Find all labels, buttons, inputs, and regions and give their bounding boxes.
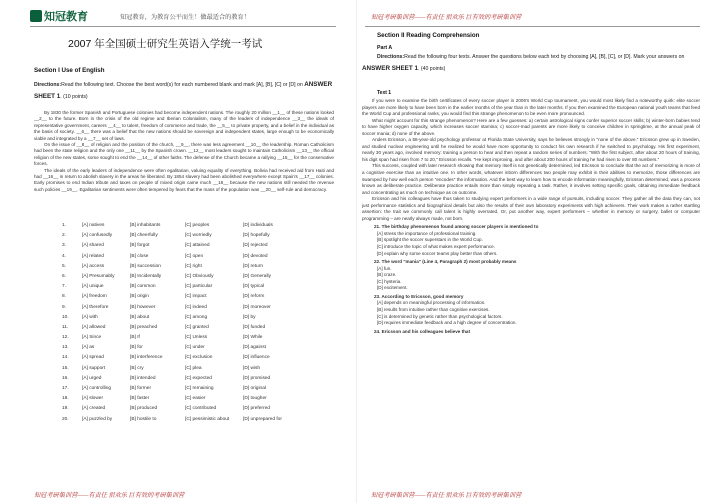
option-choice: [C] indeed [185,304,207,310]
answer-option: [C] introduce the topic of what makes expert performance. [377,244,495,250]
option-choice: [B] intended [130,375,156,381]
right-page [356,0,711,503]
answer-option: [A] stress the importance of professional training. [377,230,477,236]
option-choice: [D] wish [243,365,261,371]
option-choice: [A] therefore [82,304,109,310]
question-number: 13. [62,345,69,351]
option-row [62,243,303,253]
option-row [62,254,303,264]
question-number: 2. [62,233,67,239]
option-choice: [B] preached [130,324,158,330]
option-row [62,345,303,355]
option-choice: [B] cry [130,365,144,371]
right-header: 知冠考研集训营——有责任 很欢乐 巨有效的考研集训营 [371,14,522,21]
section1-directions [34,79,334,103]
option-choice: [C] pessimistic about [185,416,230,422]
option-choice: [C] right [185,263,202,269]
option-choice: [B] succession [130,263,161,269]
question-number: 6. [62,273,67,279]
answer-option: [C] hysteria. [377,278,402,284]
option-choice: [A] natives [82,223,105,228]
question-number: 10. [62,314,69,320]
passage-paragraph: What might account for this strange phenomenon? Here are a few guesses: a) certain astrological signs confer superior soccer skills; b) winter-born babies tend to have higher oxygen capacity, which increases soccer stamina; c) soccer-mad parents are more likely to conceive children in springtime, at the annual peak of soccer mania; d) none of the above. [362,117,700,136]
passage-paragraph: If you were to examine the birth certificates of every soccer player in 2006's World Cup tournament, you would most likely find a noteworthy quirk: elite soccer players are more likely to have been born in the earlier months of the year than in the later months. If you then examined the European national youth teams that feed the World Cup and professional ranks, you would find this strange phenomenon to be even more pronounced. [362,98,700,117]
option-choice: [B] interference [130,355,163,361]
question-number: 16. [62,375,69,381]
cloze-passage [34,110,334,193]
option-choice: [C] Unless [185,335,208,341]
option-choice: [A] support [82,365,106,371]
option-choice: [C] expected [185,375,212,381]
option-choice: [A] created [82,406,106,412]
option-choice: [D] promised [243,375,271,381]
option-choice: [C] plea [185,365,202,371]
option-choice: [D] funded [243,324,266,330]
right-footer: 知冠考研集训营——有责任 很欢乐 巨有效的考研集训营 [371,492,522,499]
option-choice: [D] moreover [243,304,271,310]
option-choice: [C] under [185,345,205,351]
question-stem: 21. The birthday phenomenon found among soccer players is mentioned to [374,224,539,230]
option-choice: [D] original [243,386,266,391]
option-choice: [A] controlling [82,386,112,391]
cloze-options-table [62,223,303,427]
option-choice: [D] While [243,335,263,341]
right-header-divider [365,26,700,27]
option-row [62,406,303,416]
option-row [62,305,303,315]
answer-option: [D] explain why some soccer teams play better than others. [377,250,498,256]
option-choice: [B] about [130,314,150,320]
option-choice: [C] remaining [185,386,214,391]
option-choice: [A] spread [82,355,104,361]
option-choice: [D] typical [243,284,265,290]
question-stem: 24. Ericsson and his colleagues believe that [374,328,470,334]
option-choice: [C] particular [185,284,213,290]
option-choice: [C] worriedly [185,233,212,239]
option-row [62,264,303,274]
answer-option: [C] is determined by genetic rather than psychological factors. [377,313,503,319]
option-choice: [A] confusedly [82,233,113,239]
option-choice: [C] Obviously [185,273,214,279]
question-list [362,224,700,335]
question-number: 7. [62,284,67,290]
option-row [62,274,303,284]
option-row [62,366,303,376]
option-choice: [B] If [130,335,140,341]
option-choice: [D] individuals [243,223,273,228]
option-choice: [D] preferred [243,406,270,412]
option-choice: [C] attained [185,243,210,249]
option-choice: [B] inhabitants [130,223,161,228]
answer-option: [D] requires immediate feedback and a high degree of concentration. [377,320,517,326]
option-choice: [B] origin [130,294,149,300]
option-choice: [D] return [243,263,263,269]
passage-paragraph: This success, coupled with later research showing that memory itself is not genetically determined, led Ericsson to conclude that the act of memorizing is more of a cognitive exercise than an intuitive one. In other words, whatever inborn differences two people may exhibit in their abilities to memorize, those differences are swamped by how well each person "encodes" the information. And the best way to learn how to encode information meaningfully, Ericsson determined, was a process known as deliberate practice. Deliberate practice entails more than simply repeating a task. Rather, it involves setting specific goals, obtaining immediate feedback and concentrating as much on technique as on outcome. [362,163,700,195]
answer-option: [B] results from intuitive rather than cognitive exercises. [377,306,490,312]
option-row [62,284,303,294]
question-number: 20. [62,416,69,422]
section2-heading: Section II Reading Comprehension [377,32,480,39]
directions-label: Directions: [377,54,405,60]
question-number: 5. [62,263,67,269]
option-choice: [C] granted [185,324,209,330]
question-number: 4. [62,253,67,259]
option-row [62,294,303,304]
option-choice: [C] among [185,314,208,320]
option-row [62,335,303,345]
option-choice: [A] related [82,253,104,259]
answer-option: [A] fun. [377,265,392,271]
section2-directions [362,51,700,75]
passage-paragraph: Anders Ericsson, a 58-year-old psychology professor at Florida State University, says he believes strongly in "none of the above." Ericsson grew up in Sweden, and studied nuclear engineering until he realized he would have more opportunity to conduct his own research if he switched to psychology. His first experiment, nearly 30 years ago, involved memory: training a person to hear and then repeat a random series of numbers. "With the first subject, after about 20 hours of training, his digit span had risen from 7 to 20," Ericsson recalls. "He kept improving, and after about 200 hours of training he had risen to over 80 numbers." [362,137,700,162]
part-label: Part A [377,45,393,51]
option-choice: [A] allowed [82,324,106,330]
option-row [62,233,303,243]
option-choice: [A] unique [82,284,104,290]
option-choice: [D] hopefully [243,233,270,239]
question-number: 18. [62,396,69,402]
option-choice: [B] produced [130,406,158,412]
option-choice: [C] open [185,253,204,259]
question-number: 15. [62,365,69,371]
option-choice: [A] as [82,345,95,351]
option-row [62,386,303,396]
logo-icon [30,10,42,22]
header-slogan: 知冠教育，为教育公平而生！做最适合的教育！ [120,14,250,21]
question-number: 8. [62,294,67,300]
brand-name: 知冠教育 [44,11,88,23]
reading-passage [362,98,700,335]
directions-text: Read the following text. Choose the best word(s) for each numbered blank and mark [A], [B], [C] or [D] on [61,82,305,88]
option-choice: [B] faster [130,396,150,402]
option-choice: [D] reform [243,294,265,300]
option-choice: [A] access [82,263,105,269]
left-footer: 知冠考研集训营——有责任 很欢乐 巨有效的考研集训营 [34,492,185,499]
question-number: 12. [62,335,69,341]
option-row [62,325,303,335]
option-row [62,376,303,386]
option-choice: [C] easier [185,396,206,402]
option-choice: [B] cheerfully [130,233,158,239]
directions-points: . (40 points) [417,66,446,72]
option-choice: [D] devoted [243,253,268,259]
option-choice: [D] influence [243,355,270,361]
directions-text: Read the following four texts. Answer the questions below each text by choosing [A], [B], [C], or [D]. Mark your answers on [404,54,685,60]
option-choice: [B] Incidentally [130,273,162,279]
option-choice: [D] rejected [243,243,268,249]
option-choice: [A] Presumably [82,273,115,279]
answer-option: [B] spotlight the soccer superstars in the World Cup. [377,237,483,243]
question-number: 14. [62,355,69,361]
passage-paragraph: By 1830 the former Spanish and Portuguese colonies had become independent nations. The roughly 20 million __1__ of these nations looked __2__ to the future. Born in the crisis of the old regime and Iberian Colonialism, many of the leaders of independence __3__ the ideals of representative government, careers __4__ to talent, freedom of commerce and trade, the __5__ to private property, and a belief in the individual as the basis of society. __6__ there was a belief that the new nations should be sovereign and independent states, large enough to be economically viable and integrated by a __7__ set of laws. [34,110,334,141]
option-row [62,315,303,325]
option-choice: [B] hostile to [130,416,157,422]
option-choice: [C] peoples [185,223,210,228]
question-number: 11. [62,324,69,330]
option-choice: [A] freedom [82,294,107,300]
option-row [62,223,303,233]
header-divider [30,26,336,27]
answer-option: [D] excitement. [377,285,408,291]
option-row [62,396,303,406]
answer-sheet-label: ANSWER SHEET 1 [362,65,418,72]
answer-option: [B] craze. [377,272,397,278]
option-choice: [A] slower [82,396,104,402]
option-choice: [B] however [130,304,156,310]
question-number: 1. [62,223,67,228]
option-choice: [B] for [130,345,143,351]
option-choice: [B] forgot [130,243,150,249]
answer-option: [A] depends on meaningful processing of information. [377,300,486,306]
question-number: 3. [62,243,67,249]
option-row [62,417,303,427]
option-choice: [A] urged [82,375,102,381]
option-choice: [D] by [243,314,256,320]
option-choice: [C] impact [185,294,207,300]
passage-paragraph: On the issue of __8__ of religion and the position of the church, __9__, there was less agreement __10__ the leadership. Roman Catholicism had been the state religion and the only one __11__ by the Spanish crown. __12__ most leaders sought to maintain Catholicism __13__ the official religion of the new states, some sought to end the __14__ of other faiths. The defense of the Church became a rallying __15__ for the conservative forces. [34,142,334,167]
option-choice: [D] unprepared for [243,416,282,422]
option-choice: [D] against [243,345,266,351]
question-number: 17. [62,386,69,391]
option-choice: [A] puzzled by [82,416,113,422]
directions-label: Directions: [34,82,62,88]
answer-sheet-label: ANSWER SHEET 1 [34,81,333,100]
section1-heading: Section I Use of English [34,67,105,74]
passage-paragraph: The ideals of the early leaders of independence were often egalitarian, valuing equality of everything. Bolivia had received aid from Haiti and had __16__ in return to abolish slavery in the areas he liberated. By 1854 slavery had been abolished everywhere except Spain's __17__ colonies. Early promises to end Indian tribute and taxes on people of mixed origin came much __18__ because the new nations still needed the revenue such policies __19__. Egalitarian sentiments were often tempered by fears that the mass of the population was __20__ self-rule and democracy. [34,167,334,192]
directions-points: . (10 points) [60,94,88,100]
option-choice: [C] contributed [185,406,217,412]
option-choice: [B] common [130,284,156,290]
exam-title: 2007 年全国硕士研究生英语入学统一考试 [68,38,263,50]
option-choice: [B] former [130,386,152,391]
option-choice: [C] exclusion [185,355,213,361]
question-stem: 22. The word "mania" (Line 4, Paragraph 2) most probably means [374,259,517,265]
question-number: 19. [62,406,69,412]
option-choice: [B] close [130,253,149,259]
option-choice: [A] Since [82,335,102,341]
option-choice: [D] Generally [243,273,271,279]
option-choice: [A] shared [82,243,104,249]
option-choice: [D] tougher [243,396,267,402]
question-stem: 23. According to Ericsson, good memory [374,293,464,299]
option-choice: [A] with [82,314,98,320]
option-row [62,355,303,365]
text1-label: Text 1 [377,90,392,96]
brand-logo [30,8,88,24]
passage-paragraph: Ericsson and his colleagues have thus taken to studying expert performers in a wide range of pursuits, including soccer. They gather all the data they can, not just performance statistics and biographical details but also the results of their own laboratory experiments with high achievers. Their work makes a rather startling assertion: the trait we commonly call talent is highly overrated. Or, put another way, expert performers – whether in memory or surgery, ballet or computer programming – are nearly always made, not born. [362,196,700,221]
question-number: 9. [62,304,67,310]
